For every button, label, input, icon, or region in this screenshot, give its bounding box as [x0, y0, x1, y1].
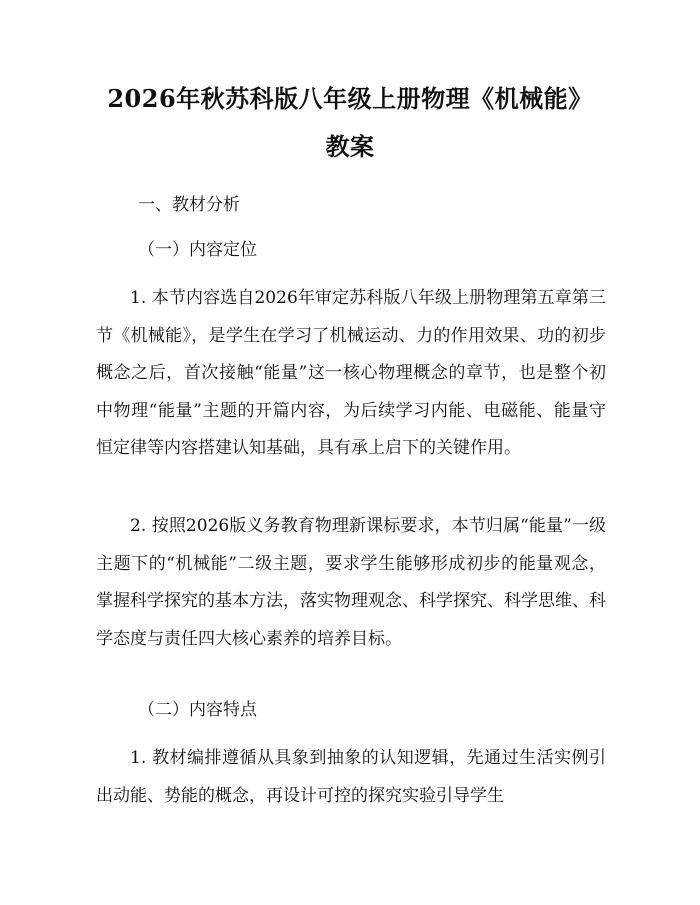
paragraph-content-positioning-2: 2. 按照2026版义务教育物理新课标要求，本节归属“能量”一级主题下的“机械能”二级主题，要求学生能够形成初步的能量观念，掌握科学探究的基本方法，落实物理观念、科学探究、科学思维、科学态度与责任四大核心素养的培养目标。 [96, 516, 606, 649]
document-title: 2026年秋苏科版八年级上册物理《机械能》 [107, 84, 593, 113]
subsection-heading-content-features: （二）内容特点 [138, 700, 257, 720]
section-heading-teaching-material-analysis: 一、教材分析 [138, 195, 240, 215]
subsection-heading-content-positioning: （一）内容定位 [138, 240, 257, 260]
paragraph-content-features-1: 1. 教材编排遵循从具象到抽象的认知逻辑，先通过生活实例引出动能、势能的概念，再设计可控的探究实验引导学生 [96, 748, 606, 806]
document-title-continued: 教案 [325, 132, 375, 161]
paragraph-content-positioning-1: 1. 本节内容选自2026年审定苏科版八年级上册物理第五章第三节《机械能》，是学生在学习了机械运动、力的作用效果、功的初步概念之后，首次接触“能量”这一核心物理概念的章节，也是整个初中物理“能量”主题的开篇内容，为后续学习内能、电磁能、能量守恒定律等内容搭建认知基础，具有承上启下的关键作用。 [96, 288, 606, 459]
